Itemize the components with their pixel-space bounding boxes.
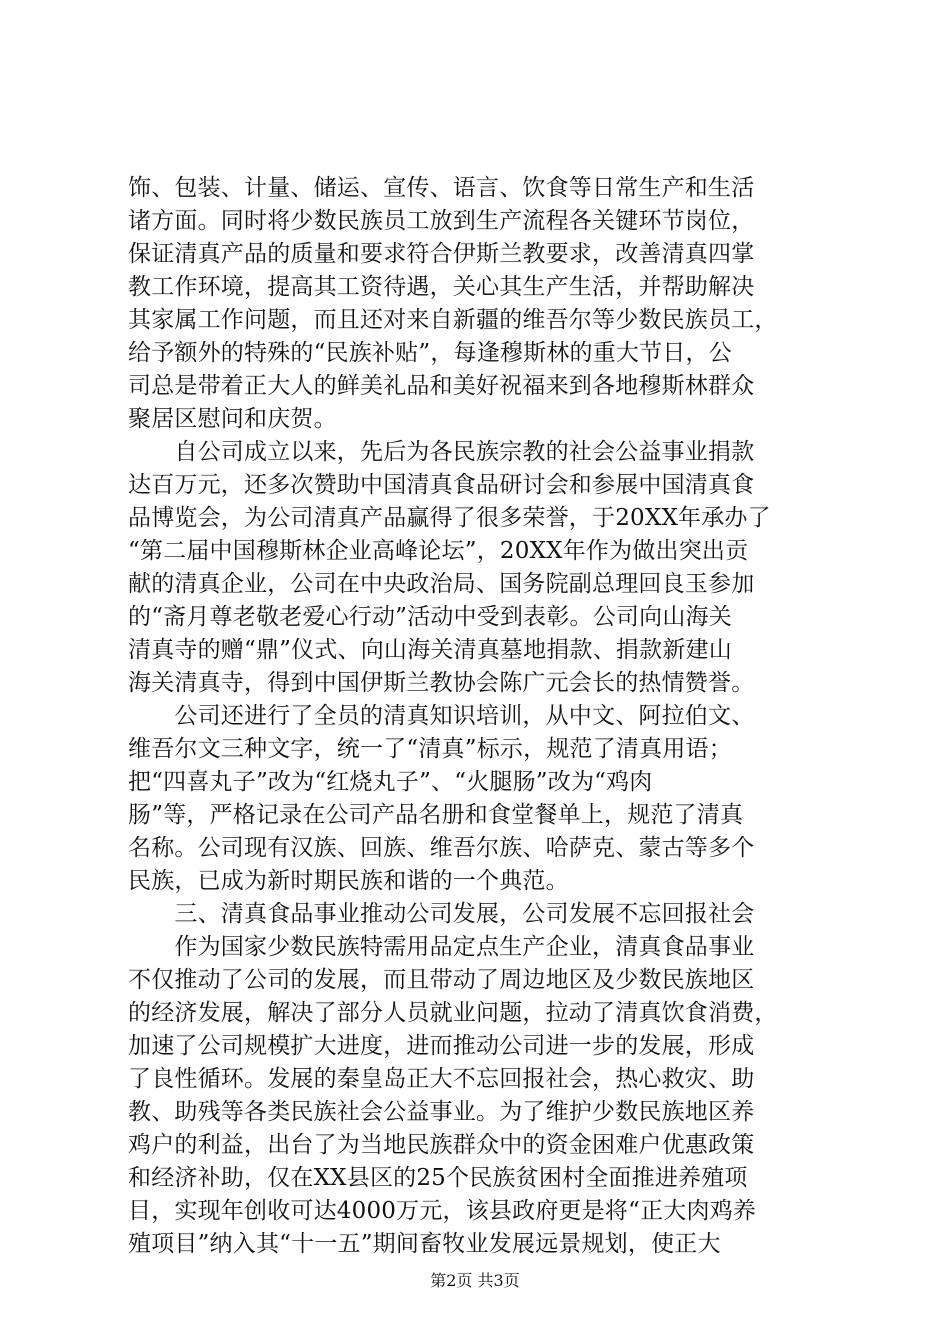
text-line: 清真寺的赠“鼎”仪式、向山海关清真墓地捐款、捐款新建山 [128, 637, 732, 663]
text-line: 肠”等，严格记录在公司产品名册和食堂餐单上，规范了清真 [128, 802, 744, 828]
text-line: 公司还进行了全员的清真知识培训，从中文、阿拉伯文、 [128, 703, 755, 729]
text-line: 和经济补助，仅在XX县区的25个民族贫困村全面推进养殖项 [128, 1165, 748, 1191]
text-line: 教、助残等各类民族社会公益事业。为了维护少数民族地区养 [128, 1099, 755, 1125]
text-line: 民族，已成为新时期民族和谐的一个典范。 [128, 868, 569, 894]
text-line: 达百万元，还多次赞助中国清真食品研讨会和参展中国清真食 [128, 472, 755, 498]
text-line: 海关清真寺，得到中国伊斯兰教协会陈广元会长的热情赞誉。 [128, 670, 755, 696]
text-line: 名称。公司现有汉族、回族、维吾尔族、哈萨克、蒙古等多个 [128, 835, 755, 861]
text-line: 司总是带着正大人的鲜美礼品和美好祝福来到各地穆斯林群众 [128, 373, 755, 399]
page-footer: 第2页 共3页 [430, 1271, 520, 1290]
text-line: 品博览会，为公司清真产品赢得了很多荣誉，于20XX年承办了 [128, 505, 771, 531]
text-line: 把“四喜丸子”改为“红烧丸子”、“火腿肠”改为“鸡肉 [128, 769, 653, 795]
text-line: 给予额外的特殊的“民族补贴”，每逢穆斯林的重大节日，公 [128, 340, 732, 366]
text-line: 饰、包装、计量、储运、宣传、语言、饮食等日常生产和生活 [128, 175, 755, 201]
section-heading: 三、清真食品事业推动公司发展，公司发展不忘回报社会 [128, 901, 755, 927]
text-line: 自公司成立以来，先后为各民族宗教的社会公益事业捐款 [128, 439, 755, 465]
text-line: 诸方面。同时将少数民族员工放到生产流程各关键环节岗位， [128, 208, 755, 234]
text-line: 其家属工作问题，而且还对来自新疆的维吾尔等少数民族员工， [128, 307, 778, 333]
text-line: 的经济发展，解决了部分人员就业问题，拉动了清真饮食消费， [128, 1000, 778, 1026]
text-line: 维吾尔文三种文字，统一了“清真”标示，规范了清真用语； [128, 736, 732, 762]
text-line: 了良性循环。发展的秦皇岛正大不忘回报社会，热心救灾、助 [128, 1066, 755, 1092]
text-line: 鸡户的利益，出台了为当地民族群众中的资金困难户优惠政策 [128, 1132, 755, 1158]
text-line: 加速了公司规模扩大进度，进而推动公司进一步的发展，形成 [128, 1033, 755, 1059]
text-line: 聚居区慰问和庆贺。 [128, 406, 337, 432]
text-line: 保证清真产品的质量和要求符合伊斯兰教要求，改善清真四掌 [128, 241, 755, 267]
body-text [128, 172, 828, 1261]
text-line: 教工作环境，提高其工资待遇，关心其生产生活，并帮助解决 [128, 274, 755, 300]
text-line: 殖项目”纳入其“十一五”期间畜牧业发展远景规划，使正大 [128, 1231, 721, 1257]
text-line: 作为国家少数民族特需用品定点生产企业，清真食品事业 [128, 934, 755, 960]
text-line: 献的清真企业，公司在中央政治局、国务院副总理回良玉参加 [128, 571, 755, 597]
text-line: 不仅推动了公司的发展，而且带动了周边地区及少数民族地区 [128, 967, 755, 993]
text-line: 的“斋月尊老敬老爱心行动”活动中受到表彰。公司向山海关 [128, 604, 732, 630]
text-line: 目，实现年创收可达4000万元，该县政府更是将“正大肉鸡养 [128, 1198, 757, 1224]
text-line: “第二届中国穆斯林企业高峰论坛”，20XX年作为做出突出贡 [128, 538, 749, 564]
